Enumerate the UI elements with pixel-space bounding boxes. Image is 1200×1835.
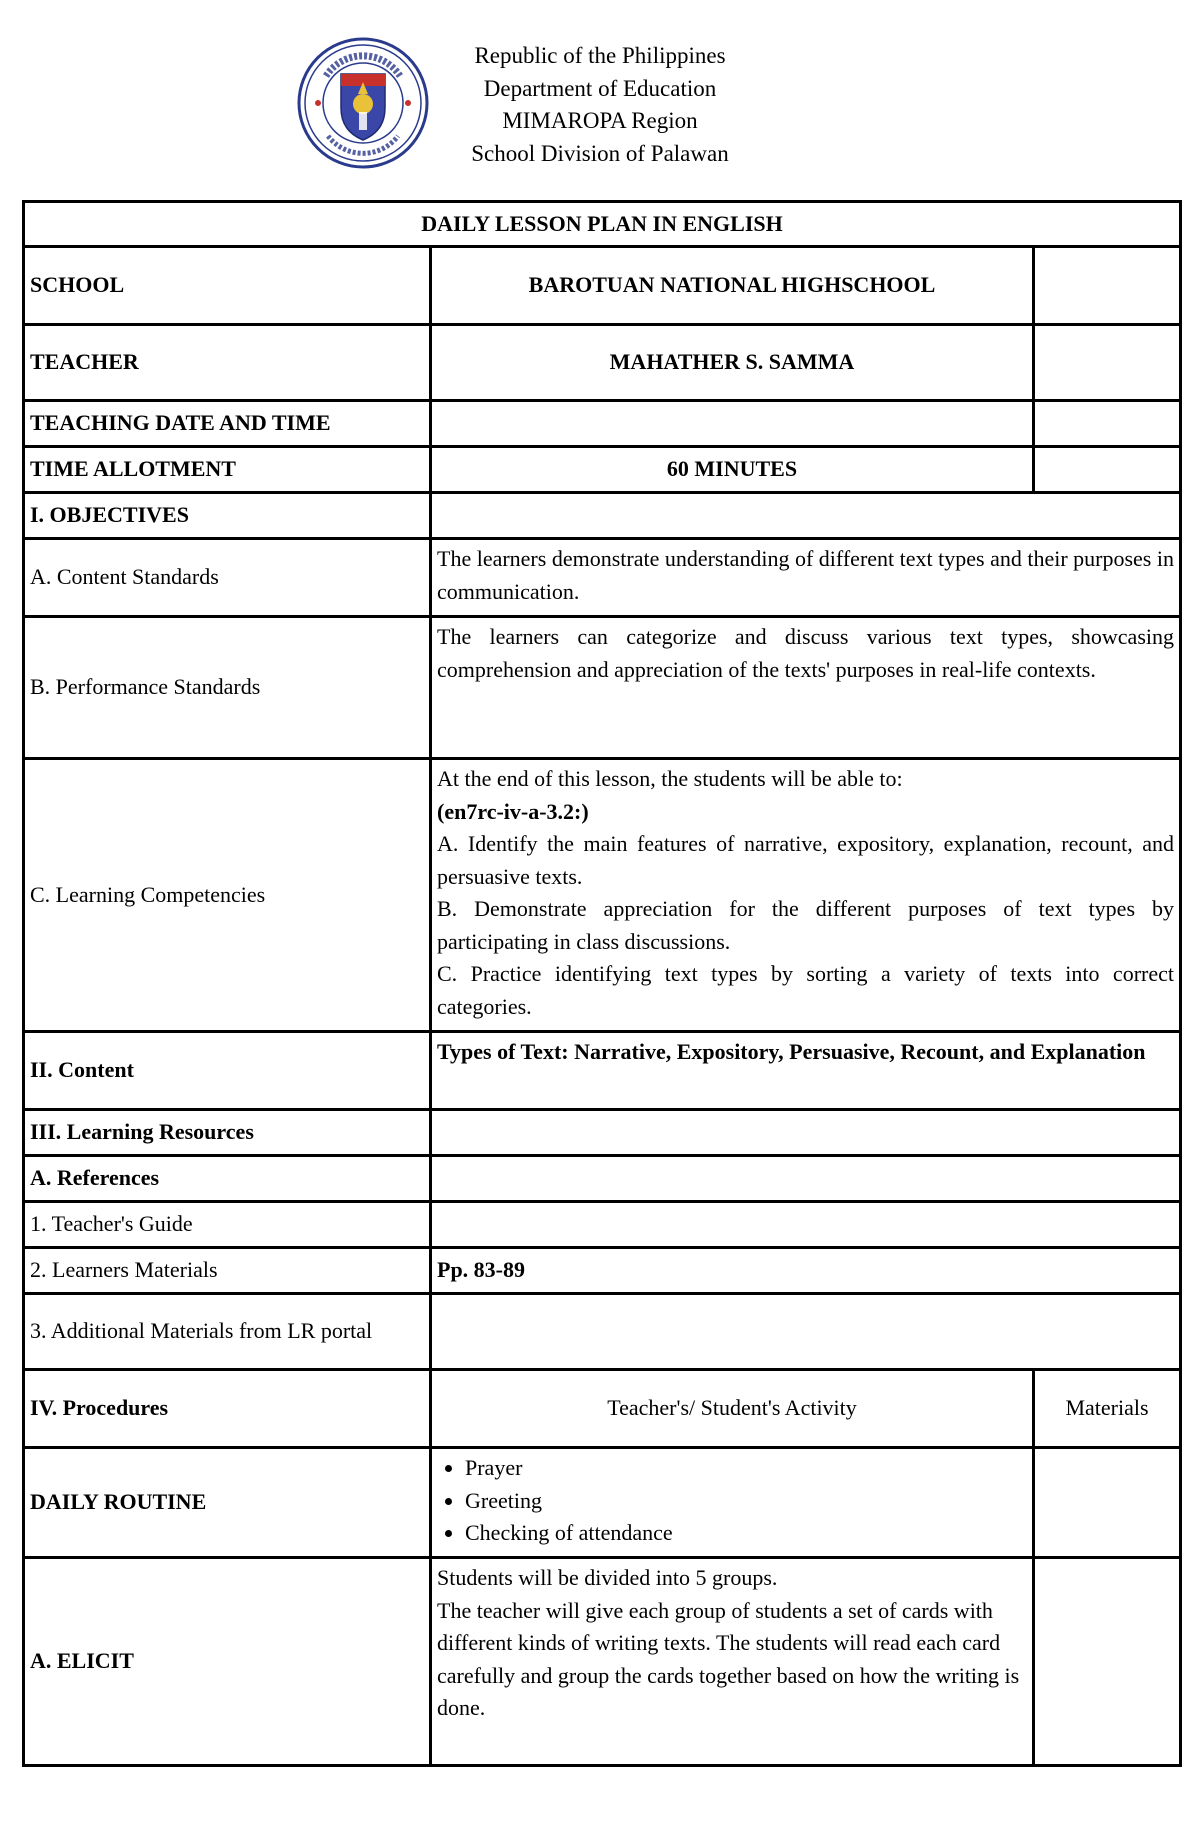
table-row [24,617,1181,759]
routine-list [437,1452,1027,1550]
teaching-date-label: TEACHING DATE AND TIME [24,401,431,447]
table-row [24,401,1181,447]
table-row [24,1558,1181,1766]
table-row [24,1294,1181,1370]
table-row [24,759,1181,1032]
time-allotment-label: TIME ALLOTMENT [24,447,431,493]
learners-materials-value: Pp. 83-89 [431,1248,1181,1294]
empty-cell [1034,325,1181,401]
table-row [24,1370,1181,1448]
table-row [24,1156,1181,1202]
table-row [24,493,1181,539]
header-line-department: Department of Education [483,75,717,101]
learning-resources-label: III. Learning Resources [24,1110,431,1156]
objectives-label: I. OBJECTIVES [24,493,431,539]
elicit-value [431,1558,1034,1766]
materials-header: Materials [1034,1370,1181,1448]
empty-cell [431,1202,1181,1248]
teacher-value: MAHATHER S. SAMMA [431,325,1034,401]
competency-c: C. Practice identifying text types by sorting a variety of texts into correct categories. [437,961,1174,1019]
list-item: • Checking of attendance [465,1517,1027,1550]
empty-cell [431,1156,1181,1202]
empty-cell [431,1294,1181,1370]
content-standards-label: A. Content Standards [24,539,431,617]
competencies-code: (en7rc-iv-a-3.2:) [437,798,589,824]
lesson-plan-table [22,200,1182,1767]
school-value: BAROTUAN NATIONAL HIGHSCHOOL [431,247,1034,325]
teaching-date-value [431,401,1034,447]
elicit-paragraph-2: The teacher will give each group of students a set of cards with different kinds of writing texts. The students will read each card carefully and group the cards together based on how the writing is done. [437,1597,1020,1720]
elicit-paragraph-1: Students will be divided into 5 groups. [437,1565,778,1590]
elicit-label: A. ELICIT [24,1558,431,1766]
empty-cell [431,493,1181,539]
empty-cell [1034,447,1181,493]
procedures-label: IV. Procedures [24,1370,431,1448]
table-row [24,325,1181,401]
competencies-intro: At the end of this lesson, the students will be able to: [437,766,903,791]
empty-cell [1034,1448,1181,1558]
time-allotment-value: 60 MINUTES [431,447,1034,493]
additional-materials-label: 3. Additional Materials from LR portal [24,1294,431,1370]
activity-header: Teacher's/ Student's Activity [431,1370,1034,1448]
table-row [24,1248,1181,1294]
content-value: Types of Text: Narrative, Expository, Persuasive, Recount, and Explanation [431,1032,1181,1110]
empty-cell [1034,247,1181,325]
school-label: SCHOOL [24,247,431,325]
header-line-republic: Republic of the Philippines [474,43,726,68]
list-item: • Greeting [465,1485,1027,1518]
performance-standards-label: B. Performance Standards [24,617,431,759]
header-line-division: School Division of Palawan [471,140,729,166]
content-label: II. Content [24,1032,431,1110]
content-standards-value: The learners demonstrate understanding of different text types and their purposes in communication. [431,539,1181,617]
learning-competencies-value [431,759,1181,1032]
competency-b: B. Demonstrate appreciation for the different purposes of text types by participating in class discussions. [437,896,1174,954]
table-row [24,1448,1181,1558]
daily-routine-value [431,1448,1034,1558]
empty-cell [1034,401,1181,447]
letterhead-text [420,40,780,170]
table-row [24,447,1181,493]
header-line-region: MIMAROPA Region [502,108,698,133]
table-row [24,1202,1181,1248]
letterhead [0,0,1200,195]
empty-cell [431,1110,1181,1156]
table-row [24,539,1181,617]
empty-cell [1034,1558,1181,1766]
table-row [24,1110,1181,1156]
competency-a: A. Identify the main features of narrative, expository, explanation, recount, and persuasive texts. [437,831,1174,889]
teachers-guide-label: 1. Teacher's Guide [24,1202,431,1248]
learners-materials-label: 2. Learners Materials [24,1248,431,1294]
list-item: • Prayer [465,1452,1027,1485]
table-row [24,1032,1181,1110]
table-row [24,247,1181,325]
teacher-label: TEACHER [24,325,431,401]
deped-seal-icon [296,36,430,170]
plan-title: DAILY LESSON PLAN IN ENGLISH [24,202,1181,247]
references-label: A. References [24,1156,431,1202]
daily-routine-label: DAILY ROUTINE [24,1448,431,1558]
performance-standards-value: The learners can categorize and discuss various text types, showcasing comprehension and appreciation of the texts' purposes in real-life contexts. [431,617,1181,759]
learning-competencies-label: C. Learning Competencies [24,759,431,1032]
table-row [24,202,1181,247]
